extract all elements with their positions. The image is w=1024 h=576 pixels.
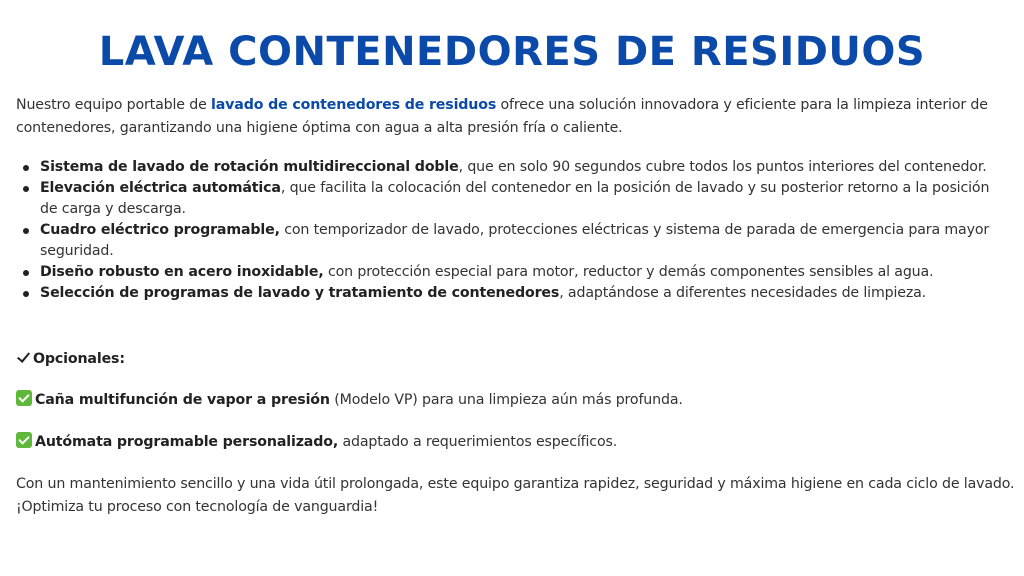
list-item	[16, 178, 1011, 220]
feature-bold: Diseño robusto en acero inoxidable,	[40, 264, 324, 280]
intro-text-before: Nuestro equipo portable de	[16, 97, 212, 113]
bullet-icon	[23, 165, 29, 171]
bullet-icon	[23, 228, 29, 234]
optional-text: (Modelo VP) para una limpieza aún más profunda.	[329, 392, 683, 408]
feature-list	[16, 157, 1011, 304]
feature-bold: Selección de programas de lavado y tratamiento de contenedores	[40, 285, 560, 301]
green-check-box-icon	[16, 432, 32, 448]
list-item	[16, 262, 1011, 283]
optional-item	[16, 431, 1016, 454]
list-item	[16, 283, 1011, 304]
bullet-icon	[23, 270, 29, 276]
green-check-box-icon	[16, 390, 32, 406]
feature-text: , que facilita la colocación del contenedor en la posición de lavado y su posterior retorno a la posición de carga y descarga.	[40, 180, 990, 217]
page-title: LAVA CONTENEDORES DE RESIDUOS	[98, 29, 926, 75]
bullet-icon	[23, 186, 29, 192]
outro-paragraph: Con un mantenimiento sencillo y una vida útil prolongada, este equipo garantiza rapidez, seguridad y máxima higiene en cada ciclo de lavado. ¡Optimiza tu proceso con tecnología de vanguardia!	[16, 476, 1015, 515]
intro-text-after: ofrece una solución innovadora y eficiente para la limpieza interior de contenedores, garantizando una higiene óptima con agua a alta presión fría o caliente.	[16, 97, 988, 136]
feature-text: con temporizador de lavado, protecciones eléctricas y sistema de parada de emergencia para mayor seguridad.	[40, 222, 990, 259]
intro-paragraph	[16, 94, 1016, 140]
optional-bold: Autómata programable personalizado,	[35, 434, 339, 450]
bullet-icon	[23, 291, 29, 297]
optional-bold: Caña multifunción de vapor a presión	[35, 392, 330, 408]
list-item	[16, 220, 1011, 262]
optionals-heading	[16, 348, 1016, 371]
optional-item	[16, 389, 1016, 412]
feature-bold: Cuadro eléctrico programable,	[40, 222, 280, 238]
feature-bold: Elevación eléctrica automática	[40, 180, 281, 196]
feature-text: con protección especial para motor, reductor y demás componentes sensibles al agua.	[323, 264, 934, 280]
list-item	[16, 157, 1011, 178]
optionals-heading-label: Opcionales:	[33, 351, 125, 367]
intro-link[interactable]: lavado de contenedores de residuos	[211, 97, 497, 113]
feature-text: , que en solo 90 segundos cubre todos los puntos interiores del contenedor.	[458, 159, 987, 175]
heavy-check-mark-icon	[16, 349, 30, 365]
feature-bold: Sistema de lavado de rotación multidireccional doble	[40, 159, 459, 175]
feature-text: , adaptándose a diferentes necesidades de limpieza.	[559, 285, 927, 301]
optional-text: adaptado a requerimientos específicos.	[338, 434, 618, 450]
